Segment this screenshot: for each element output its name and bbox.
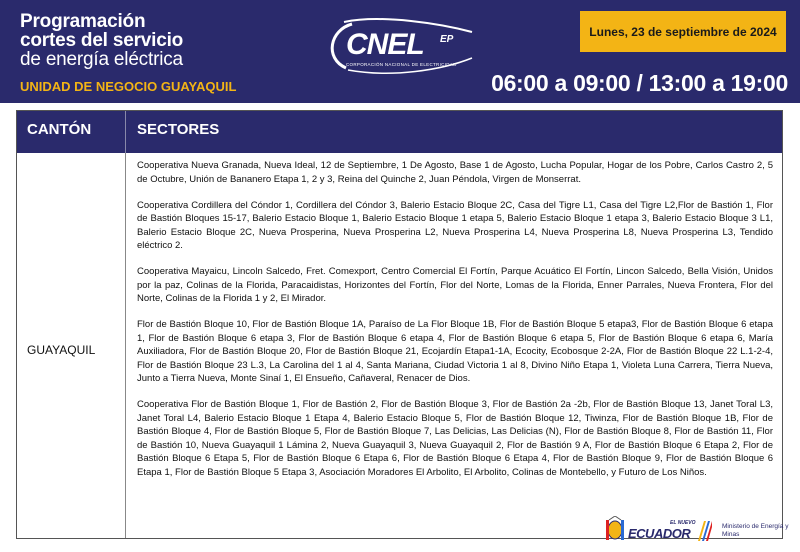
sector-group-5: Cooperativa Flor de Bastión Bloque 1, Flor de Bastión 2, Flor de Bastión Bloque 3, Flor de Bastión 2a -2b, Flor de Bastión Bloque 13, Janet Toral L3, Janet Toral L4, Balerio Estacio Bloque 1 Etapa 4, Balerio Estacio Bloque 5, Flor de Bastión Bloque 12, Tiwinza, Flor de Bastión Bloque 1B, Flor de Bastión Bloque 4, Flor de Bastión Bloque 5, Flor de Bastión Bloque 7, Las Delicias, Las Delicias (N), Flor de Bastión Bloque 8, Flor de Bastión 11, Flor de Bastión 10, Nueva Guayaquil 1 Lámina 2, Nueva Guayaquil 3, Nueva Guayaquil 2, Flor de Bastión 9 A, Flor de Bastión Bloque 6 Etapa 2, Flor de Bastión Bloque 6 Etapa 5, Flor de Bastión Bloque 6 Etapa 6, Flor de Bastión Bloque 6 Etapa 4, Flor de Bastión Bloque 9, Flor de Bastión Bloque 6 Etapa 1, Flor de Bastión Bloque 5 Etapa 3, Asociación Moradores El Arbolito, El Arbolito, Colinas de Montebello, y Futuro de Los Niños. bbox=[137, 399, 773, 478]
el-nuevo-text: EL NUEVO bbox=[670, 520, 696, 526]
header-divider bbox=[125, 111, 126, 153]
title-line-2: cortes del servicio bbox=[20, 30, 184, 51]
cnel-logo bbox=[322, 18, 482, 76]
title-line-1: Programación bbox=[20, 11, 146, 32]
cnel-tagline: CORPORACIÓN NACIONAL DE ELECTRICIDAD bbox=[346, 62, 457, 67]
sectors-list bbox=[137, 159, 773, 492]
schedule-table bbox=[16, 110, 783, 539]
page-title bbox=[20, 12, 183, 69]
table-header bbox=[17, 111, 782, 153]
column-divider bbox=[125, 153, 126, 538]
date-badge: Lunes, 23 de septiembre de 2024 bbox=[580, 11, 786, 52]
sector-group-3: Cooperativa Mayaicu, Lincoln Salcedo, Fret. Comexport, Centro Comercial El Fortín, Parque Acuático El Fortín, Lincon Salcedo, Bella Visión, Unidos por la paz, Colinas de la Florida, Paracaidistas, Horizontes del Fortín, Flor del Norte, Lomas de la Florida, Enner Parrales, Nueva Frontera, Flor del Norte, Colinas de la Florida 1 y 2, El Mirador. bbox=[137, 266, 773, 304]
outage-hours: 06:00 a 09:00 / 13:00 a 19:00 bbox=[491, 70, 788, 96]
sector-group-1: Cooperativa Nueva Granada, Nueva Ideal, 12 de Septiembre, 1 De Agosto, Base 1 de Agosto, Lucha Popular, Hogar de los Pobre, Carlos Castro 2, 5 de Octubre, Unión de Bananero Etapa 1, 2 y 3, Reina del Quinche 2, Juan Péndola, Virgen de Monserrat. bbox=[137, 160, 773, 185]
ministry-label: Ministerio de Energía y Minas bbox=[722, 523, 789, 538]
business-unit-label: UNIDAD DE NEGOCIO GUAYAQUIL bbox=[20, 79, 237, 94]
sector-group-2: Cooperativa Cordillera del Cóndor 1, Cordillera del Cóndor 3, Balerio Estacio Bloque 2C, Casa del Tigre L1, Casa del Tigre L2,Flor de Bastión 1, Flor de Bastión Bloques 15-17, Balerio Estacio Bloque 1, Balerio Estacio Bloque 1 etapa 5, Balerio Estacio Bloque 1 etapa 3, Balerio Estacio Bloque 3 L1, Balerio Estacio Bloque 2C, Nueva Prosperina, Nueva Prosperina L2, Nueva Prosperina L4, Nueva Prosperina L8, Nueva Prosperina L3, Tendido eléctrico 2. bbox=[137, 199, 773, 251]
cnel-ep-text: EP bbox=[440, 34, 454, 45]
ecuador-crest-icon bbox=[604, 516, 626, 544]
footer-logos bbox=[600, 516, 790, 548]
header-canton: CANTÓN bbox=[27, 121, 92, 138]
flag-stripes-icon bbox=[696, 521, 712, 541]
title-line-3: de energía eléctrica bbox=[20, 49, 183, 70]
canton-value: GUAYAQUIL bbox=[27, 343, 96, 357]
sector-group-4: Flor de Bastión Bloque 10, Flor de Bastión Bloque 1A, Paraíso de La Flor Bloque 1B, Flor de Bastión Bloque 5 etapa3, Flor de Bastión Bloque 6 etapa 1, Flor de Bastión Bloque 6 etapa 3, Flor de Bastión Bloque 6 etapa 4, Flor de Bastión Bloque 6 etapa 5, Flor de Bastión Bloque 6 etapa 6, María Auxiliadora, Flor de Bastión Bloque 20, Flor de Bastión Bloque 21, Ecojardín Etapa1-1A, Ecocity, Ecobosque 2-2A, Flor de Bastión Bloque 22 L.1-2-4, Flor de Bastión Bloque 23 L.3, La Carolina del 1 al 4, Santa Mariana, Ciudad Victoria 1 al 8, Divino Niño Etapa 1, Violeta Luna Carrera, Tierra Nueva, Junto a Tierra Nueva, Monte Sinaí 1, El Ensueño, Cañaveral, Renacer de Dios. bbox=[137, 319, 773, 384]
cnel-brand-text: CNEL bbox=[346, 28, 424, 61]
header-sectores: SECTORES bbox=[137, 121, 220, 138]
header-banner bbox=[0, 0, 800, 103]
ecuador-logo-text: ECUADOR bbox=[628, 526, 691, 541]
